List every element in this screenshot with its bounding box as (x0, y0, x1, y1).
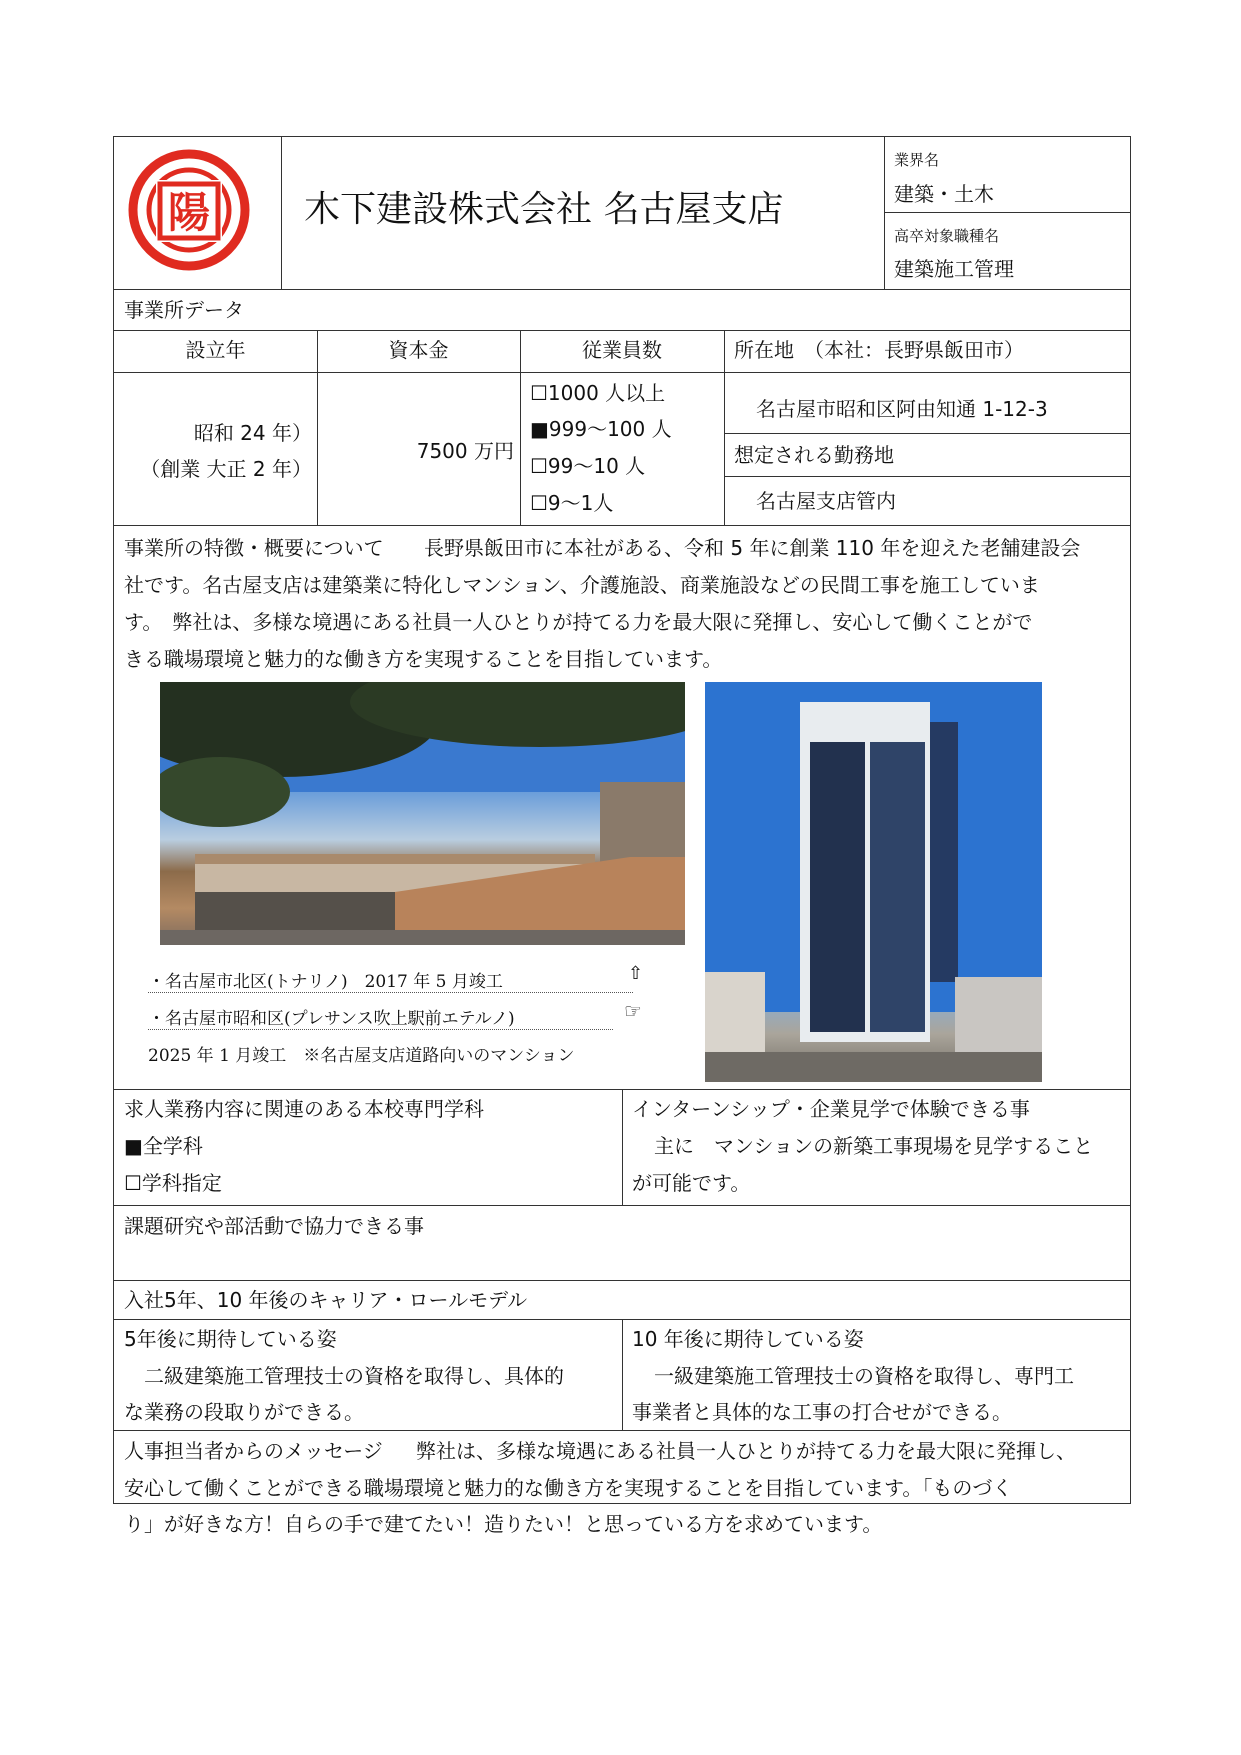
col-location: 所在地 （本社：長野県飯田市） (734, 338, 1024, 362)
five-year-line2: な業務の段取りができる。 (124, 1400, 364, 1424)
col-founded: 設立年 (185, 338, 246, 362)
address: 名古屋市昭和区阿由知通 1-12-3 (756, 397, 1048, 421)
industry-label: 業界名 (894, 151, 940, 169)
photo-tonarino-building (160, 682, 685, 945)
up-arrow-icon: ⇧ (628, 963, 644, 984)
message-label: 人事担当者からのメッセージ (124, 1439, 383, 1463)
internship-line1: 主に マンションの新築工事現場を見学すること (654, 1134, 1094, 1158)
internship-title: インターンシップ・企業見学で体験できる事 (632, 1097, 1030, 1121)
five-year-title: 5年後に期待している姿 (124, 1327, 337, 1351)
career-title: 入社5年、10 年後のキャリア・ロールモデル (124, 1288, 528, 1312)
features-text-line4: きる職場環境と魅力的な働き方を実現することを目指しています。 (124, 647, 723, 671)
department-option-specified: ☐学科指定 (124, 1171, 222, 1195)
job-label: 高卒対象職種名 (894, 227, 1000, 245)
employee-option-1: ☐1000 人以上 (530, 381, 666, 405)
message-line1: 弊社は、多様な境遇にある社員一人ひとりが持てる力を最大限に発揮し、 (416, 1439, 1076, 1463)
photo-presance-tower (705, 682, 1042, 1082)
employee-option-2: ■999～100 人 (530, 417, 672, 441)
founded-line2: （創業 大正 2 年） (140, 457, 312, 481)
company-name: 木下建設株式会社 名古屋支店 (304, 189, 784, 230)
workplace-value: 名古屋支店管内 (756, 489, 896, 513)
features-text-line3: す。 弊社は、多様な境遇にある社員一人ひとりが持てる力を最大限に発揮し、安心して働くことがで (124, 610, 1033, 634)
workplace-label: 想定される勤務地 (734, 443, 894, 467)
photo-caption-3: 2025 年 1 月竣工 ※名古屋支店道路向いのマンション (148, 1046, 575, 1066)
pointer-icon: ☞ (624, 999, 642, 1023)
features-text-line2: 社です。名古屋支店は建築業に特化しマンション、介護施設、商業施設などの民間工事を施工していま (124, 573, 1040, 597)
message-line3: り」が好きな方！自らの手で建てたい！造りたい！と思っている方を求めています。 (124, 1512, 883, 1536)
internship-line2: が可能です。 (632, 1171, 751, 1195)
department-option-all: ■全学科 (124, 1134, 203, 1158)
building-photo-icon (160, 682, 685, 945)
capital-value: 7500 万円 (416, 439, 514, 463)
svg-text:陽: 陽 (167, 188, 211, 237)
office-data-title: 事業所データ (124, 298, 244, 322)
research-title: 課題研究や部活動で協力できる事 (124, 1214, 424, 1238)
message-line2: 安心して働くことができる職場環境と魅力的な働き方を実現することを目指しています。「ものづく (124, 1476, 1013, 1500)
logo-seal-icon (126, 145, 252, 275)
industry-value: 建築・土木 (894, 182, 994, 206)
ten-year-title: 10 年後に期待している姿 (632, 1327, 864, 1351)
ten-year-line2: 事業者と具体的な工事の打合せができる。 (632, 1400, 1012, 1424)
ten-year-line1: 一級建築施工管理技士の資格を取得し、専門工 (654, 1364, 1074, 1388)
job-value: 建築施工管理 (894, 257, 1014, 281)
company-logo (126, 145, 252, 275)
company-info-sheet (113, 136, 1131, 1536)
employee-option-3: ☐99～10 人 (530, 454, 646, 478)
tower-photo-icon (705, 682, 1042, 1082)
departments-title: 求人業務内容に関連のある本校専門学科 (124, 1097, 484, 1121)
founded-line1: 昭和 24 年） (193, 421, 312, 445)
employee-option-4: ☐9～1人 (530, 491, 614, 515)
col-capital: 資本金 (388, 338, 449, 362)
features-text-line1: 長野県飯田市に本社がある、令和 5 年に創業 110 年を迎えた老舗建設会 (424, 536, 1081, 560)
col-employees: 従業員数 (582, 338, 662, 362)
photo-caption-1: ・名古屋市北区(トナリノ) 2017 年 5 月竣工 (148, 967, 633, 993)
features-label: 事業所の特徴・概要について (124, 536, 384, 560)
five-year-line1: 二級建築施工管理技士の資格を取得し、具体的 (144, 1364, 564, 1388)
photo-caption-2: ・名古屋市昭和区(プレサンス吹上駅前エテルノ) (148, 1004, 613, 1030)
